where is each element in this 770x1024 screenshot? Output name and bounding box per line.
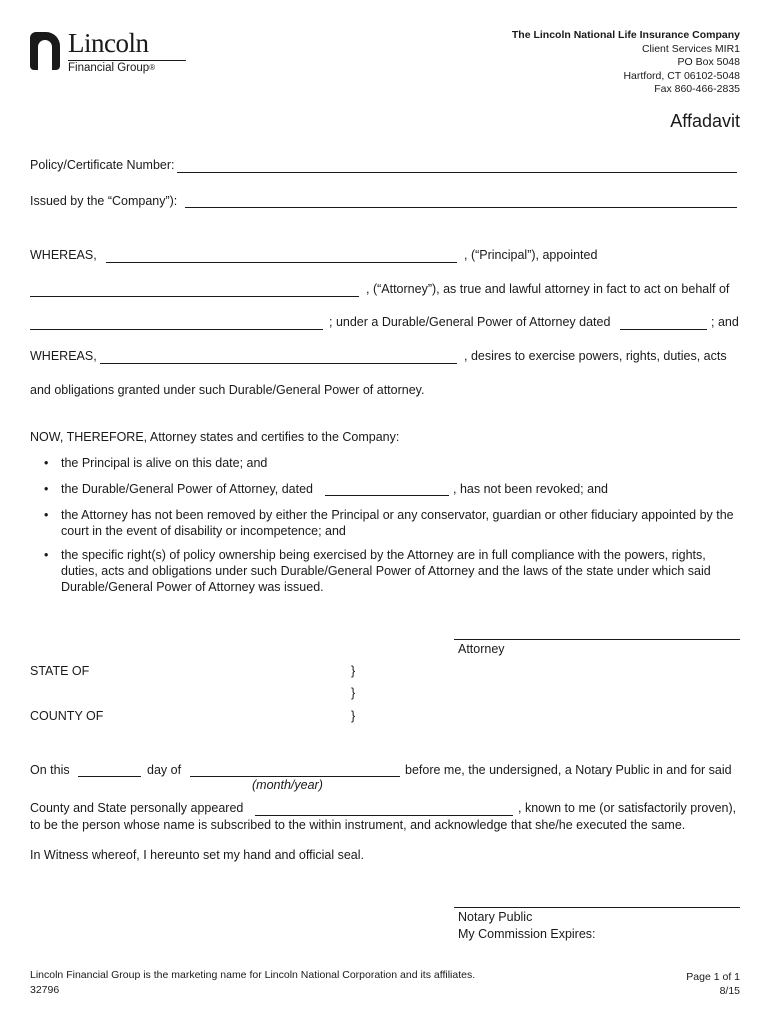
whereas-label-1: WHEREAS, — [30, 248, 97, 262]
notary-signature-line[interactable] — [454, 907, 740, 908]
bullet-dot-2: • — [44, 482, 49, 496]
footer-marketing: Lincoln Financial Group is the marketing name for Lincoln National Corporation and its affiliates. — [30, 969, 476, 981]
principal-appointed-text: , (“Principal”), appointed — [464, 248, 598, 262]
behalf-of-field[interactable] — [30, 329, 323, 330]
address-line-3: Hartford, CT 06102-5048 — [623, 69, 740, 82]
month-year-hint: (month/year) — [252, 778, 323, 792]
bullet-dot-1: • — [44, 456, 49, 470]
day-field[interactable] — [78, 776, 141, 777]
bullet-4-text: the specific right(s) of policy ownership being exercised by the Attorney are in full compliance with the powers, rights, duties, acts and obligations under such Durable/General Power of Attorney and the laws of the state under which said Durable/General Power of Attorney was issued. — [61, 548, 711, 594]
known-to-me-text: , known to me (or satisfactorily proven), — [518, 801, 737, 815]
attorney-signature-line[interactable] — [454, 639, 740, 640]
brace-3: } — [351, 709, 356, 723]
issued-by-label: Issued by the “Company”): — [30, 194, 178, 208]
desires-text: , desires to exercise powers, rights, duties, acts — [464, 349, 727, 363]
whereas-2-field[interactable] — [100, 363, 457, 364]
principal-name-field[interactable] — [106, 262, 457, 263]
lincoln-logo — [30, 28, 165, 76]
bullet-3-text: the Attorney has not been removed by either the Principal or any conservator, guardian or other fiduciary appointed by the court in the event of disability or incompetence; and — [61, 508, 734, 538]
state-of-label: STATE OF — [30, 664, 90, 678]
notary-public-label: Notary Public — [458, 910, 533, 924]
commission-expires-label: My Commission Expires: — [458, 927, 596, 941]
under-poa-text: ; under a Durable/General Power of Attorney dated — [329, 315, 611, 329]
policy-number-field[interactable] — [177, 172, 737, 173]
on-this-label: On this — [30, 763, 70, 777]
now-therefore-text: NOW, THEREFORE, Attorney states and certifies to the Company: — [30, 430, 400, 444]
footer-form-number: 32796 — [30, 984, 60, 996]
day-of-label: day of — [147, 763, 182, 777]
poa-dated-field[interactable] — [325, 495, 449, 496]
address-line-1: Client Services MIR1 — [641, 42, 740, 55]
company-address — [512, 29, 740, 97]
county-state-text: County and State personally appeared — [30, 801, 244, 815]
appeared-person-field[interactable] — [255, 815, 513, 816]
bullet-2-text: the Durable/General Power of Attorney, dated — [61, 482, 314, 496]
before-me-text: before me, the undersigned, a Notary Public in and for said — [405, 763, 732, 777]
logo-sub: Financial Group® — [68, 62, 156, 74]
brace-1: } — [351, 664, 356, 678]
footer-page: Page 1 of 1 — [686, 971, 740, 983]
witness-text: In Witness whereof, I hereunto set my hand and official seal. — [30, 848, 364, 862]
attorney-name-field[interactable] — [30, 296, 359, 297]
footer-date: 8/15 — [719, 985, 740, 997]
attorney-label: Attorney — [458, 642, 505, 656]
fax-number: Fax 860-466-2835 — [654, 83, 740, 95]
attorney-fact-text: , (“Attorney”), as true and lawful attorney in fact to act on behalf of — [366, 282, 730, 296]
issued-by-field[interactable] — [185, 207, 737, 208]
brace-2: } — [351, 686, 356, 700]
bullet-2-suffix: , has not been revoked; and — [453, 482, 608, 496]
poa-date-field[interactable] — [620, 329, 707, 330]
bullet-1-text: the Principal is alive on this date; and — [61, 456, 268, 470]
logo-brand: Lincoln — [68, 28, 149, 58]
month-year-field[interactable] — [190, 776, 400, 777]
address-line-2: PO Box 5048 — [677, 56, 740, 68]
lincoln-profile-icon — [30, 32, 60, 70]
county-of-label: COUNTY OF — [30, 709, 104, 723]
whereas-label-2: WHEREAS, — [30, 349, 97, 363]
and-text: ; and — [711, 315, 739, 329]
bullet-dot-3: • — [44, 508, 49, 522]
subscribed-text: to be the person whose name is subscribed to the within instrument, and acknowledge that she/he executed the same. — [30, 818, 686, 832]
page-title: Affadavit — [670, 111, 740, 131]
company-name: The Lincoln National Life Insurance Company — [511, 29, 740, 41]
policy-number-label: Policy/Certificate Number: — [30, 158, 175, 172]
obligations-text: and obligations granted under such Durable/General Power of attorney. — [30, 383, 425, 397]
bullet-dot-4: • — [44, 548, 49, 562]
